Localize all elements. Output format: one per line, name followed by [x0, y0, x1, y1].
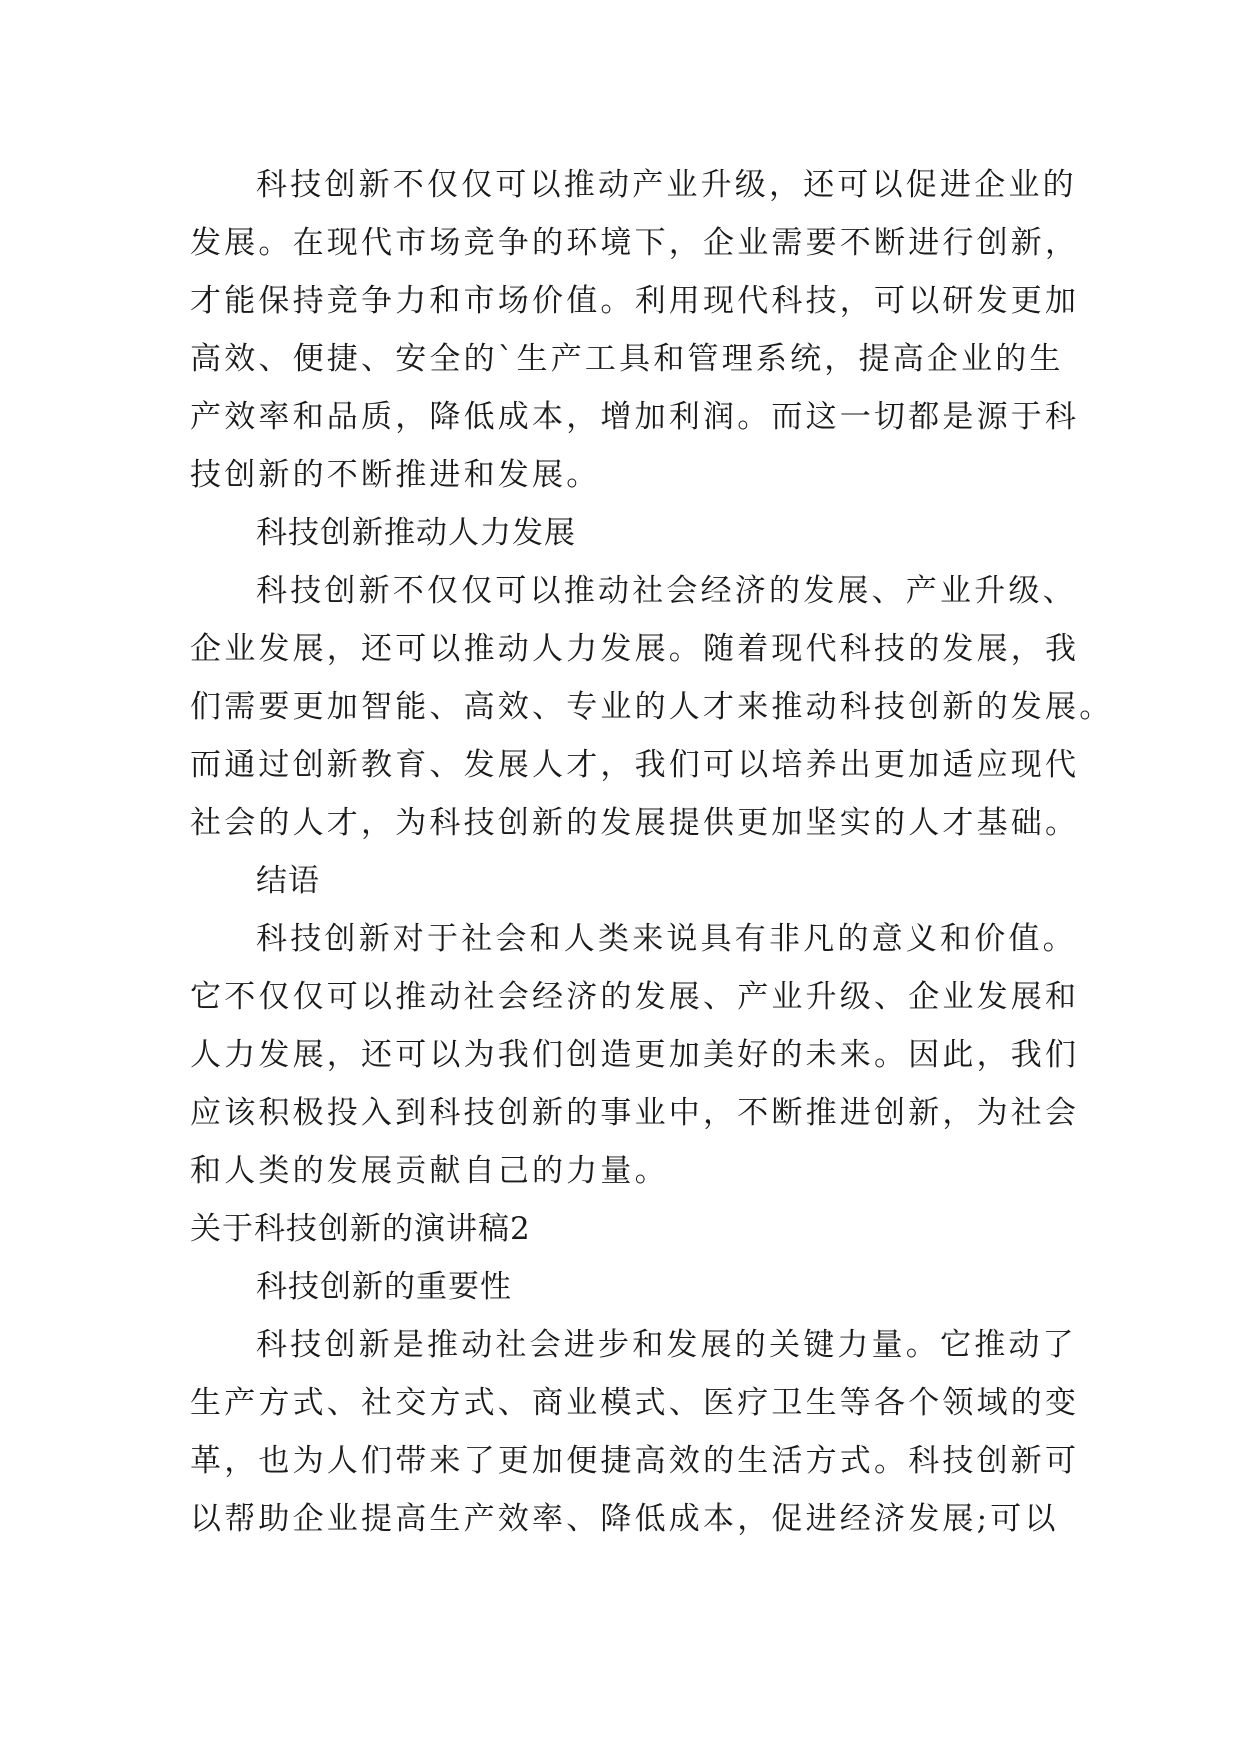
paragraph-line: 们需要更加智能、高效、专业的人才来推动科技创新的发展。 [190, 689, 1114, 725]
paragraph-line: 才能保持竞争力和市场价值。利用现代科技，可以研发更加 [190, 283, 1080, 319]
paragraph-line: 社会的人才，为科技创新的发展提供更加坚实的人才基础。 [190, 805, 1080, 841]
paragraph-line: 产效率和品质，降低成本，增加利润。而这一切都是源于科 [190, 399, 1080, 435]
paragraph-line: 科技创新不仅仅可以推动社会经济的发展、产业升级、 [256, 573, 1077, 609]
paragraph-line: 它不仅仅可以推动社会经济的发展、产业升级、企业发展和 [190, 979, 1080, 1015]
paragraph-line: 和人类的发展贡献自己的力量。 [190, 1153, 669, 1189]
paragraph-line: 生产方式、社交方式、商业模式、医疗卫生等各个领域的变 [190, 1385, 1080, 1421]
section-heading: 结语 [256, 863, 320, 899]
paragraph-line: 应该积极投入到科技创新的事业中，不断推进创新，为社会 [190, 1095, 1080, 1131]
paragraph-line: 科技创新对于社会和人类来说具有非凡的意义和价值。 [256, 921, 1077, 957]
paragraph-line: 高效、便捷、安全的`生产工具和管理系统，提高企业的生 [190, 341, 1064, 377]
section-heading: 科技创新推动人力发展 [256, 515, 576, 551]
document-title: 关于科技创新的演讲稿2 [190, 1211, 531, 1247]
section-heading: 科技创新的重要性 [256, 1269, 512, 1305]
paragraph-line: 人力发展，还可以为我们创造更加美好的未来。因此，我们 [190, 1037, 1080, 1073]
paragraph-line: 科技创新不仅仅可以推动产业升级，还可以促进企业的 [256, 167, 1077, 203]
paragraph-line: 发展。在现代市场竞争的环境下，企业需要不断进行创新， [190, 225, 1080, 261]
paragraph-line: 而通过创新教育、发展人才，我们可以培养出更加适应现代 [190, 747, 1080, 783]
paragraph-line: 革，也为人们带来了更加便捷高效的生活方式。科技创新可 [190, 1443, 1080, 1479]
paragraph-line: 以帮助企业提高生产效率、降低成本，促进经济发展;可以 [190, 1501, 1059, 1537]
paragraph-line: 企业发展，还可以推动人力发展。随着现代科技的发展，我 [190, 631, 1080, 667]
paragraph-line: 技创新的不断推进和发展。 [190, 457, 601, 493]
paragraph-line: 科技创新是推动社会进步和发展的关键力量。它推动了 [256, 1327, 1077, 1363]
